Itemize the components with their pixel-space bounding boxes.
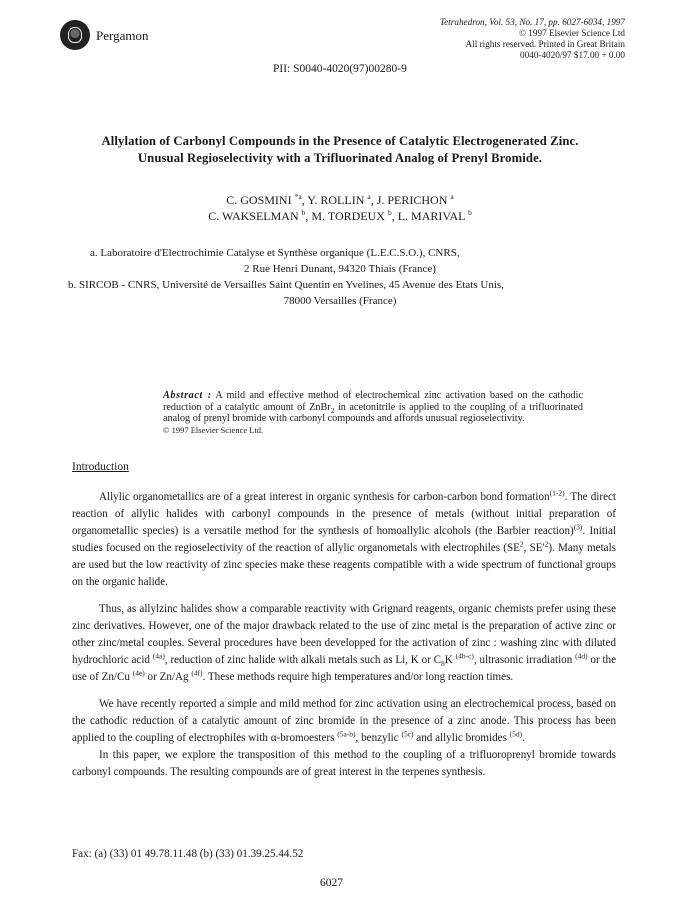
journal-line: All rights reserved. Printed in Great Britain xyxy=(465,39,625,49)
paragraph: We have recently reported a simple and mild method for zinc activation using an electrochemical process, based on the cathodic reduction of a catalytic amount of zinc bromide in the presence of a zinc anode. This process has been applied to the coupling of electrophiles with α-bromoesters $^{(5a-b)}$, benzylic $^{(5c)}$ and allylic bromides $^{(5d)}$. xyxy=(72,698,616,744)
citation-ref: (4b-c) xyxy=(455,651,474,661)
abstract-copyright: © 1997 Elsevier Science Ltd. xyxy=(163,424,264,435)
author-name: C. WAKSELMAN xyxy=(208,209,302,223)
citation-ref: (4f) xyxy=(191,668,203,678)
superscript: 2 xyxy=(519,539,524,549)
citation-ref: (5a-b) xyxy=(337,729,356,739)
section-heading: Introduction xyxy=(72,461,129,473)
author-name: C. GOSMINI xyxy=(226,193,295,207)
affiliation-a: a. Laboratoire d'Electrochimie Catalyse et Synthèse organique (L.E.C.S.O.), CNRS, xyxy=(90,247,460,259)
citation-ref: (1-2) xyxy=(549,488,565,498)
subscript: 8 xyxy=(441,659,445,669)
abstract-text: A mild and effective method of electrochemical zinc activation based on the cathodic reduction of a catalytic amount of ZnBr xyxy=(163,390,583,413)
author-name: , M. TORDEUX xyxy=(305,209,388,223)
author-mark: *a xyxy=(294,192,302,201)
abstract xyxy=(163,390,583,436)
citation-ref: (4e) xyxy=(132,668,145,678)
publisher-name: Pergamon xyxy=(96,28,149,43)
affiliation-a-address: 2 Rue Henri Dunant, 94320 Thiais (France) xyxy=(244,263,436,275)
author-mark: b xyxy=(301,208,306,217)
title-line: Allylation of Carbonyl Compounds in the Presence of Catalytic Electrogenerated Zinc. xyxy=(101,134,579,148)
paper-title xyxy=(40,133,640,167)
author-list xyxy=(40,192,640,224)
author-mark: a xyxy=(450,192,454,201)
page-number: 6027 xyxy=(320,877,343,889)
fax-numbers: Fax: (a) (33) 01 49.78.11.48 (b) (33) 01.39.25.44.52 xyxy=(72,848,304,860)
affiliation-b-address: 78000 Versailles (France) xyxy=(283,295,397,307)
citation-ref: (4a) xyxy=(152,651,165,661)
journal-line: 0040-4020/97 $17.00 + 0.00 xyxy=(520,50,625,60)
formula-subscript: 2 xyxy=(330,405,335,415)
citation-ref: (5c) xyxy=(401,729,414,739)
journal-citation xyxy=(385,17,625,61)
affiliations xyxy=(68,245,590,309)
affiliation-b: b. SIRCOB - CNRS, Université de Versailles Saint Quentin en Yvelines, 45 Avenue des Etats Unis, xyxy=(68,279,504,291)
author-line xyxy=(40,192,640,208)
abstract-label: Abstract : xyxy=(163,390,212,401)
author-name: , L. MARIVAL xyxy=(391,209,469,223)
paragraph: Thus, as allylzinc halides show a comparable reactivity with Grignard reagents, organic chemists prefer using these zinc derivatives. However, one of the major drawback related to the use of zinc metal is the preparation of active zinc or other zinc/metal couples. Several procedures have been developped for the activation of zinc : washing zinc with diluted hydrochloric acid $^{(4a)}$, reduction of zinc halide with alkali metals such as Li, K or $C_8K$ $^{(4b-c)}$, ultrasonic irradiation $^{(4d)}$ or the use of Zn/Cu $^{(4e)}$ or Zn/Ag $^{(4f)}$. These methods require high temperatures and/or long reaction times. xyxy=(72,603,617,683)
citation-ref: (3) xyxy=(573,522,583,532)
author-mark: b xyxy=(387,208,392,217)
citation-ref: (4d) xyxy=(575,651,588,661)
journal-line: Tetrahedron, Vol. 53, No. 17, pp. 6027-6034, 1997 xyxy=(439,17,625,27)
pii-identifier: PII: S0040-4020(97)00280-9 xyxy=(273,63,407,75)
body-text xyxy=(72,489,616,781)
title-line: Unusual Regioselectivity with a Trifluorinated Analog of Prenyl Bromide. xyxy=(137,151,543,165)
pergamon-logo-icon xyxy=(60,20,90,50)
paragraph: Allylic organometallics are of a great interest in organic synthesis for carbon-carbon bond formation$^{(1-2)}$. The direct reaction of allylic halides with carbonyl compounds in the presence of metals (without initial preparation of organometallic species) is a versatile method for the synthesis of homoallylic alcohols (the Barbier reaction)$^{(3)}$. Initial studies focused on the regioselectivity of the reaction of allylic organometals with electrophiles ($SE^2$, $SE'^2$). Many metals are used but the low reactivity of zinc species make these reagents compatible with a wide spectrum of functional groups on the organic halide. xyxy=(72,488,617,588)
author-name: , Y. ROLLIN xyxy=(301,193,368,207)
author-name: , J. PERICHON xyxy=(370,193,451,207)
superscript: 2 xyxy=(544,539,549,549)
author-mark: a xyxy=(367,192,371,201)
abstract-text: in acetonitrile is applied to the coupling of a trifluorinated analog of prenyl bromide with carbonyl compounds and affords unusual regioselectivity. xyxy=(163,401,583,425)
citation-ref: (5d) xyxy=(509,729,523,739)
paragraph: In this paper, we explore the transposition of this method to the coupling of a trifluoroprenyl bromide towards carbonyl compounds. The resulting compounds are of great interest in the terpenes synthesis. xyxy=(72,749,616,778)
author-line xyxy=(40,208,640,224)
journal-line: © 1997 Elsevier Science Ltd xyxy=(519,28,625,38)
author-mark: b xyxy=(468,208,472,217)
